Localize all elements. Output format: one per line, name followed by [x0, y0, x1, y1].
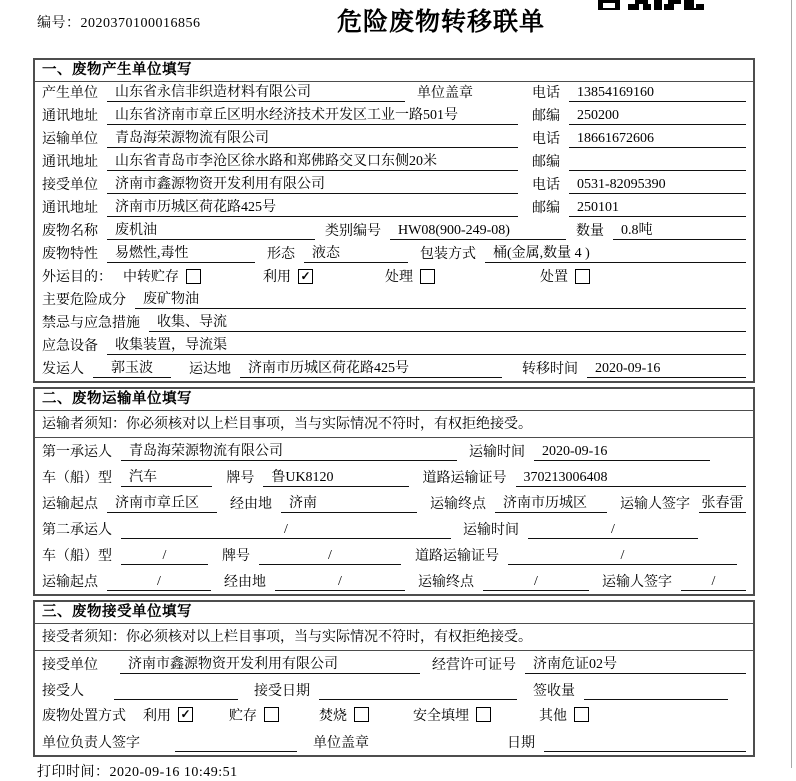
- receiver-unit-value: 济南市鑫源物资开发利用有限公司: [120, 656, 420, 674]
- phone-group: [532, 128, 746, 148]
- address-value: 山东省青岛市李沧区徐水路和郑佛路交叉口东侧20米: [107, 153, 518, 171]
- purpose-utilize-checkbox: [263, 266, 313, 286]
- plate-number-label: 牌号: [226, 471, 255, 486]
- form-row-first-carrier: [35, 438, 753, 464]
- zip-label: 邮编: [532, 109, 560, 124]
- quantity-value: 0.8吨: [613, 222, 746, 240]
- receiver-person-label: 接受人: [42, 684, 84, 699]
- phone-group: [532, 82, 746, 102]
- via-value: 济南: [281, 495, 417, 513]
- unit-seal-label: 单位盖章: [417, 86, 473, 101]
- license-number-label: 经营许可证号: [432, 658, 516, 673]
- emergency-equipment-label: 应急设备: [42, 339, 98, 354]
- form-row-produce-address: [35, 105, 753, 128]
- quantity-label: 数量: [576, 224, 604, 239]
- checkbox-label: 焚烧: [319, 708, 347, 724]
- checkbox-icon: [354, 707, 369, 722]
- date-label: 日期: [507, 736, 535, 751]
- via-value: /: [275, 573, 405, 591]
- transfer-date-value: 2020-09-16: [587, 360, 746, 378]
- responsible-signature-value: [175, 734, 297, 752]
- purpose-treat-checkbox: [385, 266, 435, 286]
- purpose-transfer-storage-checkbox: [123, 266, 201, 286]
- disposal-other-checkbox: [539, 705, 589, 725]
- form-row-waste-name: [35, 220, 753, 243]
- serial-value: 2020370100016856: [80, 16, 201, 31]
- road-permit-label: 道路运输证号: [422, 471, 507, 486]
- form-row-receive-unit: [35, 174, 753, 197]
- disposal-storage-checkbox: [229, 705, 279, 725]
- form-row-emergency-equipment: [35, 335, 753, 358]
- form-state-value: 液态: [304, 245, 408, 263]
- transport-date-label: 运输时间: [469, 445, 525, 460]
- waste-name-label: 废物名称: [42, 224, 98, 239]
- print-time-value: 2020-09-16 10:49:51: [109, 765, 238, 780]
- page-edge-line: [791, 0, 792, 768]
- unit-seal-label: 单位盖章: [313, 736, 369, 751]
- phone-value: 13854169160: [569, 84, 746, 102]
- form-row-waste-trait: [35, 243, 753, 266]
- form-row-produce-unit: [35, 82, 753, 105]
- date-value: [544, 734, 746, 752]
- plate-number-label: 牌号: [222, 549, 250, 564]
- waste-trait-value: 易燃性,毒性: [107, 245, 255, 263]
- checkbox-label: 处置: [540, 270, 568, 285]
- main-hazard-label: 主要危险成分: [42, 293, 126, 308]
- section-producer-title: 一、废物产生单位填写: [35, 60, 753, 82]
- first-carrier-value: 青岛海荣源物流有限公司: [121, 443, 457, 461]
- form-row-route: [35, 490, 753, 516]
- waste-name-value: 废机油: [107, 222, 315, 240]
- destination-value: 济南市历城区荷花路425号: [240, 360, 502, 378]
- transfer-date-label: 转移时间: [522, 362, 578, 377]
- packaging-label: 包装方式: [420, 247, 476, 262]
- address-label: 通讯地址: [42, 109, 98, 124]
- checkbox-label: 贮存: [229, 708, 257, 724]
- form-row-consignor: [35, 358, 753, 381]
- plate-number-value: 鲁UK8120: [263, 469, 408, 487]
- consignor-value: 郭玉波: [93, 360, 171, 378]
- checkbox-icon: ✓: [178, 707, 193, 722]
- form-row-receive-address: [35, 197, 753, 220]
- address-label: 通讯地址: [42, 201, 98, 216]
- receipt-quantity-value: [584, 682, 728, 700]
- receive-date-label: 接受日期: [254, 684, 310, 699]
- checkbox-label: 其他: [539, 708, 567, 724]
- form-row-main-hazard: [35, 289, 753, 312]
- section-receiver: [33, 600, 755, 757]
- disposal-utilize-checkbox: [143, 705, 193, 725]
- checkbox-label: 中转贮存: [123, 270, 179, 285]
- zip-group: [532, 197, 746, 217]
- section-transporter-title: 二、废物运输单位填写: [35, 389, 753, 411]
- checkbox-icon: [186, 269, 201, 284]
- vehicle-type-label: 车（船）型: [42, 549, 112, 564]
- print-time: [37, 761, 796, 781]
- vehicle-type-value: /: [121, 547, 208, 565]
- second-carrier-label: 第二承运人: [42, 523, 112, 538]
- receiver-person-value: [114, 682, 238, 700]
- origin-label: 运输起点: [42, 497, 98, 512]
- checkbox-icon: [420, 269, 435, 284]
- road-permit-value: 370213006408: [516, 469, 746, 487]
- receive-unit-value: 济南市鑫源物资开发利用有限公司: [107, 176, 518, 194]
- category-code-label: 类别编号: [325, 224, 381, 239]
- terminal-value: /: [483, 573, 589, 591]
- transport-unit-value: 青岛海荣源物流有限公司: [107, 130, 518, 148]
- form-row-transport-address: [35, 151, 753, 174]
- phone-value: 18661672606: [569, 130, 746, 148]
- origin-label: 运输起点: [42, 575, 98, 590]
- origin-value: /: [107, 573, 211, 591]
- receive-date-value: [319, 682, 517, 700]
- phone-label: 电话: [532, 86, 560, 101]
- consignor-label: 发运人: [42, 362, 84, 377]
- packaging-value: 桶(金属,数量 4 ): [485, 245, 746, 263]
- phone-label: 电话: [532, 178, 560, 193]
- checkbox-label: 处理: [385, 270, 413, 285]
- section-transporter: [33, 387, 755, 596]
- form-row-second-carrier: [35, 516, 753, 542]
- responsible-signature-label: 单位负责人签字: [42, 736, 140, 751]
- phone-value: 0531-82095390: [569, 176, 746, 194]
- carrier-signature-label: 运输人签字: [620, 497, 690, 512]
- produce-unit-label: 产生单位: [42, 86, 98, 101]
- license-number-value: 济南危证02号: [525, 656, 746, 674]
- emergency-measures-label: 禁忌与应急措施: [42, 316, 140, 331]
- serial-label: 编号：: [37, 16, 81, 31]
- via-label: 经由地: [224, 575, 266, 590]
- first-carrier-label: 第一承运人: [42, 445, 112, 460]
- emergency-equipment-value: 收集装置，导流渠: [107, 337, 746, 355]
- zip-group: [532, 151, 746, 171]
- section-producer: [33, 58, 755, 383]
- carrier-signature-value: 张春雷: [699, 495, 746, 513]
- category-code-value: HW08(900-249-08): [390, 222, 566, 240]
- zip-label: 邮编: [532, 155, 560, 170]
- checkbox-icon: ✓: [298, 269, 313, 284]
- form-row-route-2: [35, 568, 753, 594]
- via-label: 经由地: [230, 497, 272, 512]
- form-row-emergency-measures: [35, 312, 753, 335]
- checkbox-label: 利用: [263, 270, 291, 285]
- purpose-dispose-checkbox: [540, 266, 590, 286]
- transport-date-value: 2020-09-16: [534, 443, 710, 461]
- disposal-landfill-checkbox: [413, 705, 491, 725]
- transport-unit-label: 运输单位: [42, 132, 98, 147]
- form-title: 危险废物转移联单: [336, 9, 545, 36]
- checkbox-label: 利用: [143, 708, 171, 724]
- address-label: 通讯地址: [42, 155, 98, 170]
- zip-value: [569, 153, 746, 171]
- road-permit-value: /: [508, 547, 737, 565]
- receipt-quantity-label: 签收量: [533, 684, 575, 699]
- form-row-vehicle-2: [35, 542, 753, 568]
- emergency-measures-value: 收集、导流: [149, 314, 746, 332]
- vehicle-type-value: 汽车: [121, 469, 212, 487]
- terminal-label: 运输终点: [418, 575, 474, 590]
- print-time-label: 打印时间：: [37, 765, 110, 780]
- zip-label: 邮编: [532, 201, 560, 216]
- document-header: [0, 0, 796, 58]
- transporter-notice: 运输者须知：你必须核对以上栏目事项，当与实际情况不符时，有权拒绝接受。: [35, 411, 753, 438]
- zip-value: 250200: [569, 107, 746, 125]
- form-row-purpose: [35, 266, 753, 289]
- terminal-label: 运输终点: [430, 497, 486, 512]
- receiver-notice: 接受者须知：你必须核对以上栏目事项，当与实际情况不符时，有权拒绝接受。: [35, 624, 753, 651]
- checkbox-icon: [264, 707, 279, 722]
- origin-value: 济南市章丘区: [107, 495, 217, 513]
- section-receiver-title: 三、废物接受单位填写: [35, 602, 753, 624]
- second-carrier-value: /: [121, 521, 451, 539]
- qr-code-fragment: [598, 0, 710, 16]
- form-state-label: 形态: [267, 247, 295, 262]
- carrier-signature-label: 运输人签字: [602, 575, 672, 590]
- form-row-disposal: [35, 703, 753, 729]
- vehicle-type-label: 车（船）型: [42, 471, 112, 486]
- transport-date-value: /: [528, 521, 698, 539]
- road-permit-label: 道路运输证号: [415, 549, 499, 564]
- carrier-signature-value: /: [681, 573, 746, 591]
- address-value: 济南市历城区荷花路425号: [107, 199, 518, 217]
- form-row-vehicle: [35, 464, 753, 490]
- disposal-label: 废物处置方式: [42, 708, 126, 724]
- plate-number-value: /: [259, 547, 401, 565]
- transport-date-label: 运输时间: [463, 523, 519, 538]
- waste-trait-label: 废物特性: [42, 247, 98, 262]
- terminal-value: 济南市历城区: [495, 495, 607, 513]
- receiver-unit-label: 接受单位: [42, 658, 98, 673]
- disposal-incinerate-checkbox: [319, 705, 369, 725]
- checkbox-icon: [476, 707, 491, 722]
- form-row-receiver-person: [35, 677, 753, 703]
- main-hazard-value: 废矿物油: [135, 291, 746, 309]
- form-row-signatures: [35, 729, 753, 755]
- zip-group: [532, 105, 746, 125]
- form-row-transport-unit: [35, 128, 753, 151]
- produce-unit-value: 山东省永信非织造材料有限公司: [107, 84, 405, 102]
- address-value: 山东省济南市章丘区明水经济技术开发区工业一路501号: [107, 107, 518, 125]
- checkbox-icon: [575, 269, 590, 284]
- receive-unit-label: 接受单位: [42, 178, 98, 193]
- phone-label: 电话: [532, 132, 560, 147]
- zip-value: 250101: [569, 199, 746, 217]
- destination-label: 运达地: [189, 362, 231, 377]
- form-row-receiver-unit: [35, 651, 753, 677]
- purpose-label: 外运目的：: [42, 270, 112, 285]
- checkbox-icon: [574, 707, 589, 722]
- checkbox-label: 安全填埋: [413, 708, 469, 724]
- phone-group: [532, 174, 746, 194]
